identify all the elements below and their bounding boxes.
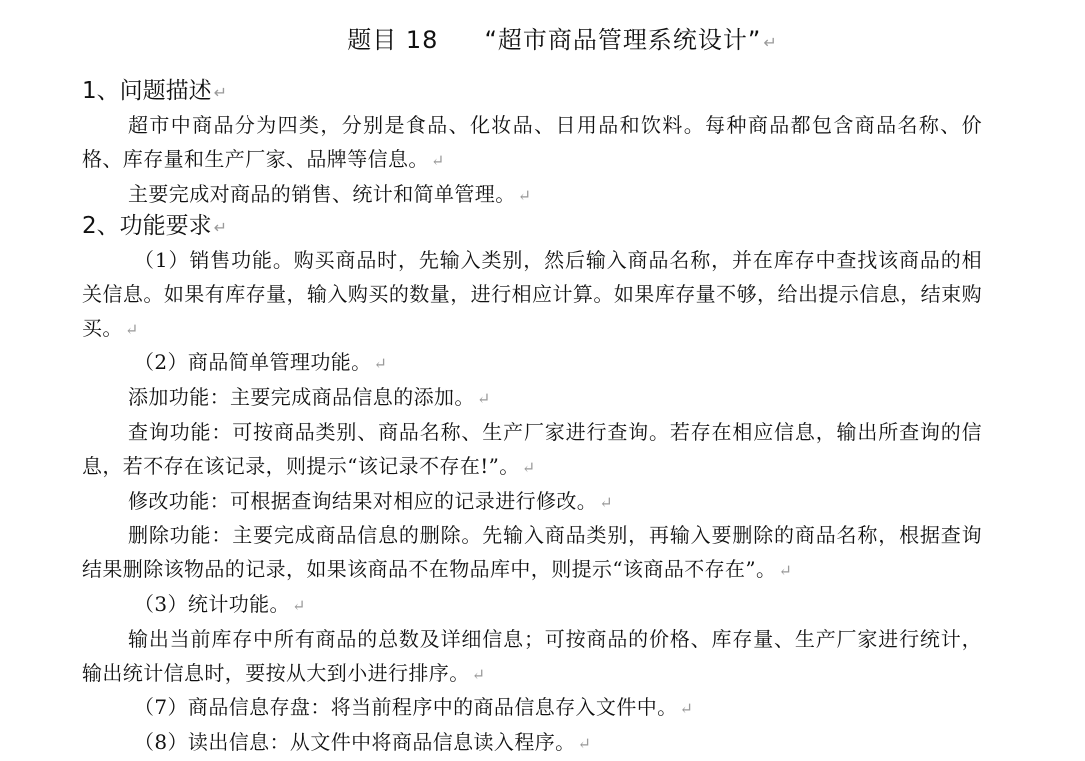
section-heading-problem — [82, 74, 227, 110]
paragraph: 修改功能：可根据查询结果对相应的记录进行修改。 ↵ — [128, 488, 614, 513]
document-title — [0, 22, 1085, 61]
paragraph: （2）商品简单管理功能。 ↵ — [134, 350, 388, 375]
section2-heading: 2、功能要求 — [82, 213, 212, 239]
paragraph: （7）商品信息存盘：将当前程序中的商品信息存入文件中。 ↵ — [134, 695, 694, 720]
paragraph-mark-icon: ↵ — [476, 389, 491, 409]
paragraph-mark-icon: ↵ — [471, 664, 486, 684]
section1-heading: 1、问题描述 — [82, 78, 212, 104]
paragraph: （1）销售功能。购买商品时，先输入类别，然后输入商品名称，并在库存中查找该商品的相关信息。如果有库存量，输入购买的数量，进行相应计算。如果库存量不够，给出提示信息，结束购买。 ↵ — [82, 248, 982, 340]
section1-body — [82, 109, 982, 212]
paragraph: 删除功能：主要完成商品信息的删除。先输入商品类别，再输入要删除的商品名称，根据查询结果删除该物品的记录，如果该商品不在物品库中，则提示“该商品不存在”。 ↵ — [82, 523, 982, 582]
paragraph-mark-icon: ↵ — [577, 734, 592, 754]
paragraph: 查询功能：可按商品类别、商品名称、生产厂家进行查询。若存在相应信息，输出所查询的信息，若不存在该记录，则提示“该记录不存在!”。 ↵ — [82, 419, 982, 478]
section2-body — [82, 244, 982, 761]
paragraph-mark-icon: ↵ — [213, 218, 228, 237]
paragraph-mark-icon: ↵ — [291, 595, 306, 615]
title-prefix: 题目 18 — [347, 26, 439, 54]
paragraph-mark-icon: ↵ — [124, 319, 139, 339]
paragraph: 超市中商品分为四类，分别是食品、化妆品、日用品和饮料。每种商品都包含商品名称、价格、库存量和生产厂家、品牌等信息。 ↵ — [82, 113, 982, 171]
paragraph: （3）统计功能。 ↵ — [134, 591, 306, 616]
paragraph-mark-icon: ↵ — [778, 561, 793, 581]
paragraph-mark-icon: ↵ — [599, 492, 614, 512]
paragraph: 添加功能：主要完成商品信息的添加。 ↵ — [128, 385, 491, 410]
paragraph-mark-icon: ↵ — [521, 457, 536, 477]
title-main: “超市商品管理系统设计” — [484, 26, 762, 54]
paragraph-mark-icon: ↵ — [763, 33, 778, 52]
section-heading-requirements — [82, 209, 227, 245]
paragraph-mark-icon: ↵ — [213, 83, 228, 102]
paragraph-mark-icon: ↵ — [517, 185, 532, 205]
paragraph: 输出当前库存中所有商品的总数及详细信息；可按商品的价格、库存量、生产厂家进行统计，输出统计信息时，要按从大到小进行排序。 ↵ — [82, 626, 982, 685]
paragraph-mark-icon: ↵ — [430, 150, 445, 170]
paragraph-mark-icon: ↵ — [679, 699, 694, 719]
paragraph: （8）读出信息：从文件中将商品信息读入程序。 ↵ — [134, 730, 592, 755]
paragraph-mark-icon: ↵ — [373, 354, 388, 374]
paragraph: 主要完成对商品的销售、统计和简单管理。 ↵ — [128, 181, 532, 206]
